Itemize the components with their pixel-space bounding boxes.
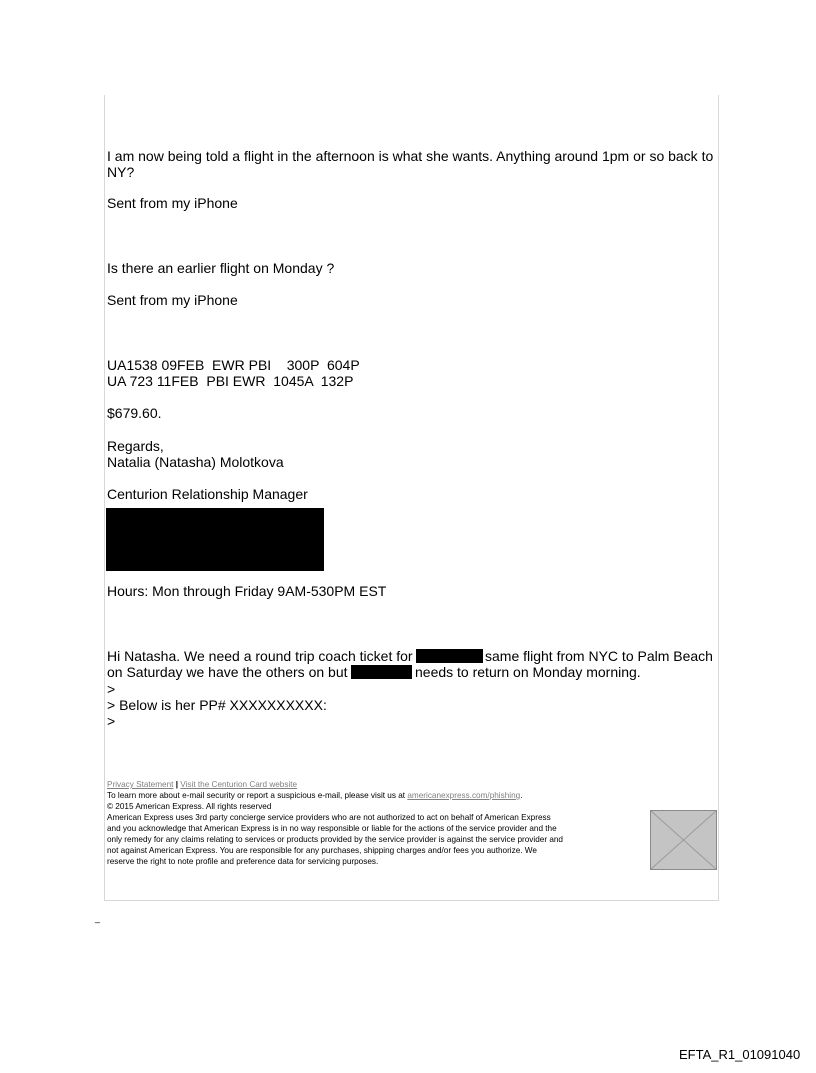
security-period: .	[520, 791, 523, 800]
visit-centurion-link[interactable]: Visit the Centurion Card website	[180, 780, 298, 789]
quote-line-2: > Below is her PP# XXXXXXXXXX:	[107, 697, 327, 713]
flight-line-1: UA1538 09FEB EWR PBI 300P 604P	[107, 357, 360, 373]
broken-image-placeholder	[650, 810, 717, 870]
tiny-mark: _	[95, 913, 101, 923]
privacy-statement-link[interactable]: Privacy Statement	[107, 780, 174, 789]
copyright: © 2015 American Express. All rights reserved	[107, 802, 272, 811]
security-line	[107, 791, 522, 802]
link-separator: |	[175, 780, 179, 789]
redaction-name-2	[351, 665, 412, 679]
message-2-signature: Sent from my iPhone	[107, 292, 238, 308]
message-1-line-1: I am now being told a flight in the afternoon is what she wants. Anything around 1pm or so back to	[107, 148, 714, 164]
image-placeholder-icon	[651, 811, 716, 869]
disclaimer-links	[107, 780, 297, 791]
disclaimer-line-3: only remedy for any claims relating to services or products provided by the service provider is against the service provider and	[107, 835, 563, 844]
message-1-signature: Sent from my iPhone	[107, 195, 238, 211]
price: $679.60.	[107, 405, 162, 421]
disclaimer-line-4: not against American Express. You are responsible for any purchases, shipping charges and/or fees you authorize. We	[107, 846, 537, 855]
disclaimer-line-1: American Express uses 3rd party concierge service providers who are not authorized to act on behalf of American Express	[107, 813, 551, 822]
quote-line-1: >	[107, 681, 116, 697]
message-4-line-2a: on Saturday we have the others on but	[107, 664, 348, 680]
security-text: To learn more about e-mail security or report a suspicious e-mail, please visit us at	[107, 791, 406, 800]
message-4-line-2b: needs to return on Monday morning.	[415, 664, 641, 680]
hours: Hours: Mon through Friday 9AM-530PM EST	[107, 583, 387, 599]
message-2-line-1: Is there an earlier flight on Monday ?	[107, 260, 335, 276]
sender-title: Centurion Relationship Manager	[107, 486, 308, 502]
message-4-line-1a: Hi Natasha. We need a round trip coach ticket for	[107, 648, 413, 664]
flight-line-2: UA 723 11FEB PBI EWR 1045A 132P	[107, 373, 354, 389]
disclaimer-line-5: reserve the right to note profile and preference data for servicing purposes.	[107, 857, 379, 866]
sender-name: Natalia (Natasha) Molotkova	[107, 454, 284, 470]
disclaimer-line-2: and you acknowledge that American Express is in no way responsible or liable for the actions of the service provider and the	[107, 824, 557, 833]
redaction-name-1	[416, 649, 483, 663]
document-id: EFTA_R1_01091040	[679, 1047, 801, 1062]
phishing-link[interactable]: americanexpress.com/phishing	[407, 791, 521, 800]
message-1-line-2: NY?	[107, 164, 135, 180]
regards: Regards,	[107, 438, 164, 454]
redaction-block-signature	[106, 508, 324, 571]
quote-line-3: >	[107, 713, 116, 729]
message-4-line-1b: same flight from NYC to Palm Beach	[485, 648, 713, 664]
